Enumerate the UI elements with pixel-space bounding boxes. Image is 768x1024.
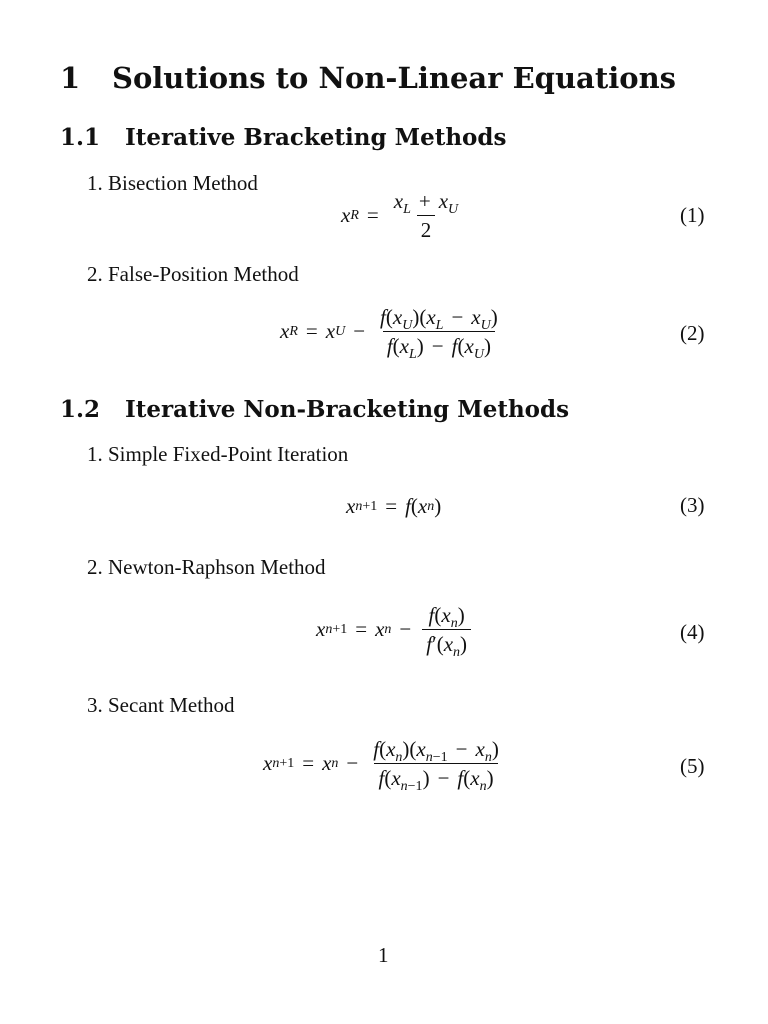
equation-number: (4) [680,620,705,644]
list-marker: 1. [87,442,103,466]
list-item [87,444,348,465]
list-marker: 2. [87,262,103,286]
subsection-number: 1.1 [60,124,101,151]
equation-number: (2) [680,321,705,345]
equation-false-position: x R = x U − $\frac{f(x_U)(x_L - x_U)}{f(x_L) - f(x_U)}$ [280,306,505,357]
section-title: Solutions to Non-Linear Equations [112,61,676,95]
list-item-label: False-Position Method [108,262,299,286]
list-item-label: Simple Fixed-Point Iteration [108,442,349,466]
section-number: 1 [60,61,81,95]
subsection-heading [60,126,506,149]
fraction: $\frac{f(x_n)(x_{n-1} - x_n)}{f(x_{n-1}) - f(x_n)}$ [373,737,499,795]
list-marker: 3. [87,693,103,717]
list-item [87,173,258,194]
equation-fixed-point: x n+1 = f ( x n ) [346,494,442,518]
list-item [87,695,235,716]
subsection-number: 1.2 [60,396,101,423]
list-item-label: Secant Method [108,693,235,717]
equation-number: (5) [680,754,705,778]
equation-newton-raphson: x n+1 = x n − $\frac{f(x_n)}{f'(x_n)}$ [316,604,474,655]
section-heading [60,61,676,95]
subsection-title: Iterative Non-Bracketing Methods [125,396,570,423]
equation-number: (1) [680,203,705,227]
fraction: $\frac{x_L + x_U}{2}$ [393,189,459,243]
list-item [87,557,326,578]
equation-secant: x n+1 = x n − $\frac{f(x_n)(x_{n-1} - x_n)}{f(x_{n-1}) - f(x_n)}$ [263,738,506,789]
list-item-label: Bisection Method [108,171,258,195]
list-marker: 2. [87,555,103,579]
fraction: $\frac{f(x_U)(x_L - x_U)}{f(x_L) - f(x_U)}$ [380,305,498,363]
list-marker: 1. [87,171,103,195]
equation-number: (3) [680,493,705,517]
page-number: 1 [378,943,389,967]
list-item-label: Newton-Raphson Method [108,555,326,579]
subsection-heading [60,398,569,421]
equation-bisection: x R = $\frac{x_L + x_U}{2}$ [341,190,465,241]
subsection-title: Iterative Bracketing Methods [125,124,507,151]
list-item [87,264,299,285]
fraction: $\frac{f(x_n)}{f'(x_n)}$ [422,604,471,655]
